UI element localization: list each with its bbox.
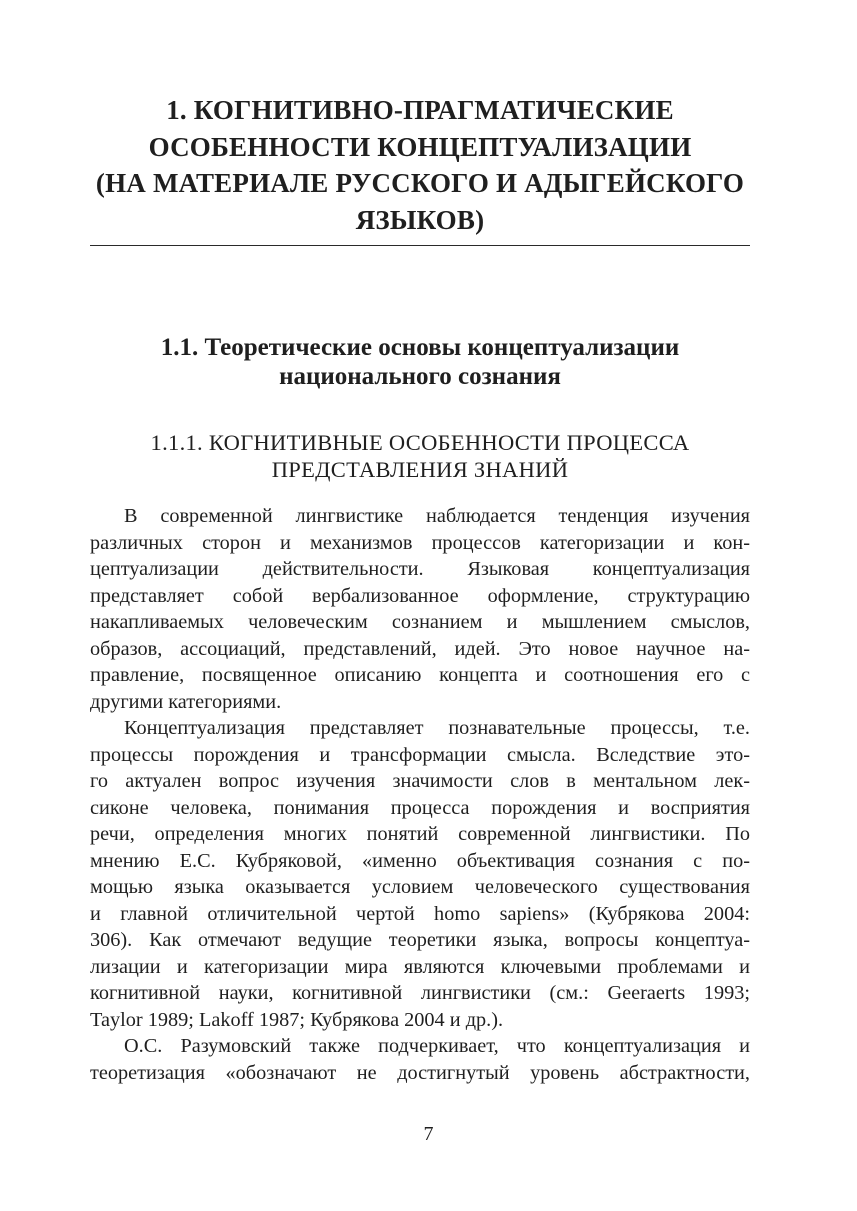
text-line: лизации и категоризации мира являются ключевыми проблемами и <box>90 955 750 978</box>
paragraph <box>90 1033 750 1086</box>
text-line: другими категориями. <box>90 690 282 713</box>
text-line: различных сторон и механизмов процессов категоризации и кон- <box>90 531 750 554</box>
section-title <box>90 333 750 391</box>
text-line: Концептуализация представляет познавательные процессы, т.е. <box>124 717 750 739</box>
paragraph <box>90 503 750 715</box>
section-title-line: 1.1. Теоретические основы концептуализации <box>160 334 680 361</box>
page-number: 7 <box>423 1123 434 1145</box>
text-line: накапливаемых человеческим сознанием и мышлением смыслов, <box>90 611 750 633</box>
subsection-title-line: 1.1.1. КОГНИТИВНЫЕ ОСОБЕННОСТИ ПРОЦЕССА <box>150 430 690 455</box>
chapter-title-line: ОСОБЕННОСТИ КОНЦЕПТУАЛИЗАЦИИ <box>148 131 692 162</box>
chapter-title-line: (НА МАТЕРИАЛЕ РУССКОГО И АДЫГЕЙСКОГО <box>95 168 745 198</box>
text-line: Taylor 1989; Lakoff 1987; Кубрякова 2004 и др.). <box>90 1008 504 1031</box>
text-line: правление, посвященное описанию концепта и соотношения его с <box>90 664 750 686</box>
text-line: 306). Как отмечают ведущие теоретики языка, вопросы концептуа- <box>90 929 750 951</box>
text-line: образов, ассоциаций, представлений, идей. Это новое научное на- <box>90 637 750 660</box>
text-line: и главной отличительной чертой homo sapiens» (Кубрякова 2004: <box>90 902 750 925</box>
chapter-title-line: ЯЗЫКОВ) <box>355 204 485 235</box>
text-line: В современной лингвистике наблюдается тенденция изучения <box>124 505 750 527</box>
section-title-line: национального сознания <box>279 363 561 390</box>
chapter-divider <box>90 245 750 246</box>
body-text <box>90 503 750 1086</box>
text-line: речи, определения многих понятий современной лингвистики. По <box>90 823 750 845</box>
text-line: мощью языка оказывается условием человеческого существования <box>90 876 750 898</box>
text-line: теоретизация «обозначают не достигнутый уровень абстрактности, <box>90 1061 750 1084</box>
paragraph <box>90 715 750 1033</box>
text-line: процессы порождения и трансформации смысла. Вследствие это- <box>90 743 750 766</box>
text-line: го актуален вопрос изучения значимости слов в ментальном лек- <box>90 770 750 792</box>
subsection-title-line: ПРЕДСТАВЛЕНИЯ ЗНАНИЙ <box>271 457 569 482</box>
text-line: мнению Е.С. Кубряковой, «именно объективация сознания с по- <box>90 849 750 872</box>
text-line: О.С. Разумовский также подчеркивает, что концептуализация и <box>124 1035 750 1057</box>
chapter-title-line: 1. КОГНИТИВНО-ПРАГМАТИЧЕСКИЕ <box>166 95 674 125</box>
text-line: сиконе человека, понимания процесса порождения и восприятия <box>90 796 750 819</box>
chapter-title <box>90 92 750 238</box>
text-line: когнитивной науки, когнитивной лингвистики (см.: Geeraerts 1993; <box>90 982 750 1004</box>
text-line: представляет собой вербализованное оформление, структурацию <box>90 584 750 607</box>
subsection-title <box>90 429 750 483</box>
text-line: цептуализации действительности. Языковая концептуализация <box>90 558 750 580</box>
